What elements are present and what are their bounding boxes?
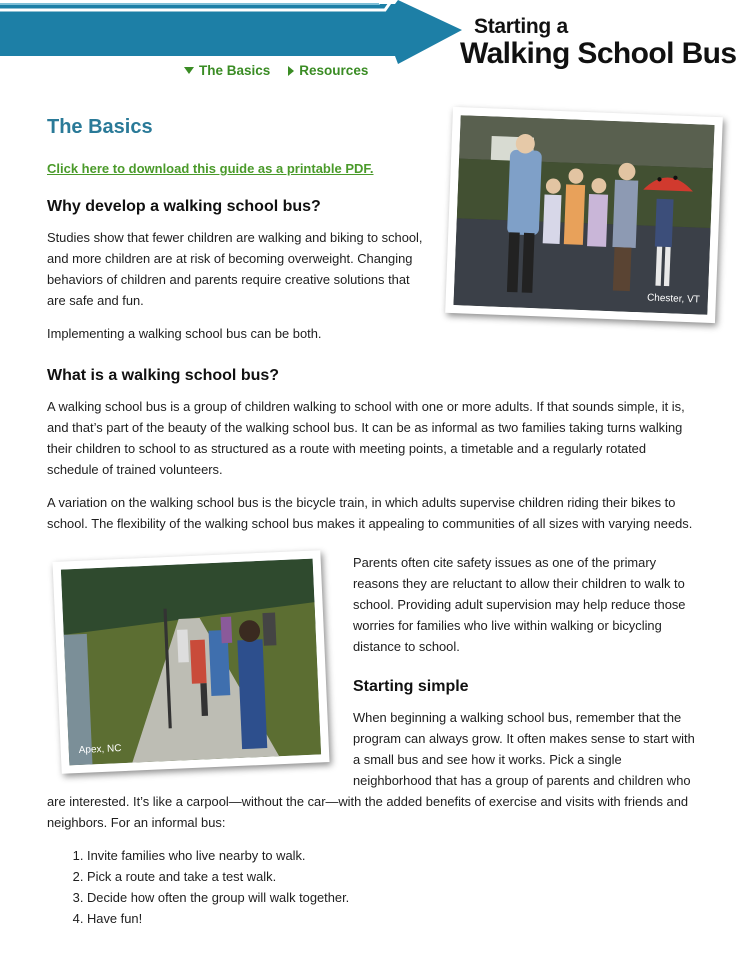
paragraph: Studies show that fewer children are walking and biking to school, and more children are at risk of becoming overweight. Changing behaviors of children and parents require creative solutions that are safe and fun. xyxy=(47,230,423,308)
list-item: 2. Pick a route and take a test walk. xyxy=(87,866,699,887)
section-nav xyxy=(184,63,368,78)
photo-chester-vt xyxy=(445,107,723,323)
triangle-right-icon xyxy=(288,66,294,76)
paragraph: A variation on the walking school bus is the bicycle train, in which adults supervise children riding their bikes to school. The flexibility of the walking school bus makes it appealing to communities of all sizes with varying needs. xyxy=(47,495,693,531)
nav-link-resources[interactable] xyxy=(288,63,368,78)
walking-group-photo-image xyxy=(61,559,321,766)
paragraph: A walking school bus is a group of children walking to school with one or more adults. If that sounds simple, it is, and that’s part of the beauty of the walking school bus. It can be as informal as two families taking turns walking their children to school to as structured as a route with meeting points, a timetable and a regularly rotated schedule of trained volunteers. xyxy=(47,399,685,477)
triangle-down-icon xyxy=(184,67,194,74)
page-title: The Basics xyxy=(47,116,153,138)
section-heading-what: What is a walking school bus? xyxy=(47,367,280,384)
list-item: 4. Have fun! xyxy=(87,908,699,929)
nav-link-label: Resources xyxy=(299,63,369,78)
header-banner xyxy=(0,0,746,110)
paragraph: Parents often cite safety issues as one of the primary reasons they are reluctant to allow their children to walk to school. Providing adult supervision may help reduce those worries for families who live within walking or bicycling distance to school. xyxy=(353,555,686,654)
list-item: 3. Decide how often the group will walk together. xyxy=(87,887,699,908)
photo-caption: Chester, VT xyxy=(646,292,701,306)
section-heading-starting: Starting simple xyxy=(353,678,469,695)
photo-caption: Apex, NC xyxy=(78,743,122,756)
site-title-big: Walking School Bus xyxy=(460,37,737,70)
steps-list xyxy=(69,845,699,929)
site-title-small: Starting a xyxy=(474,15,568,38)
nav-link-label: The Basics xyxy=(199,63,271,78)
site-title[interactable] xyxy=(460,16,736,70)
nav-link-the-basics[interactable] xyxy=(184,63,270,78)
main-content xyxy=(47,114,699,929)
paragraph: Implementing a walking school bus can be both. xyxy=(47,326,322,341)
group-photo-image xyxy=(453,115,714,315)
paragraph: When beginning a walking school bus, remember that the program can always grow. It often makes sense to start with a small bus and see how it works. Pick a single neighborhood that has a group of parents and children who are interested. It’s like a carpool—without the car—with the added benefits of exercise and visits with friends and neighbors. For an informal bus: xyxy=(47,710,695,830)
download-pdf-link[interactable]: Click here to download this guide as a printable PDF. xyxy=(47,161,374,176)
list-item: 1. Invite families who live nearby to walk. xyxy=(87,845,699,866)
photo-apex-nc xyxy=(53,550,330,773)
section-heading-why: Why develop a walking school bus? xyxy=(47,198,321,215)
